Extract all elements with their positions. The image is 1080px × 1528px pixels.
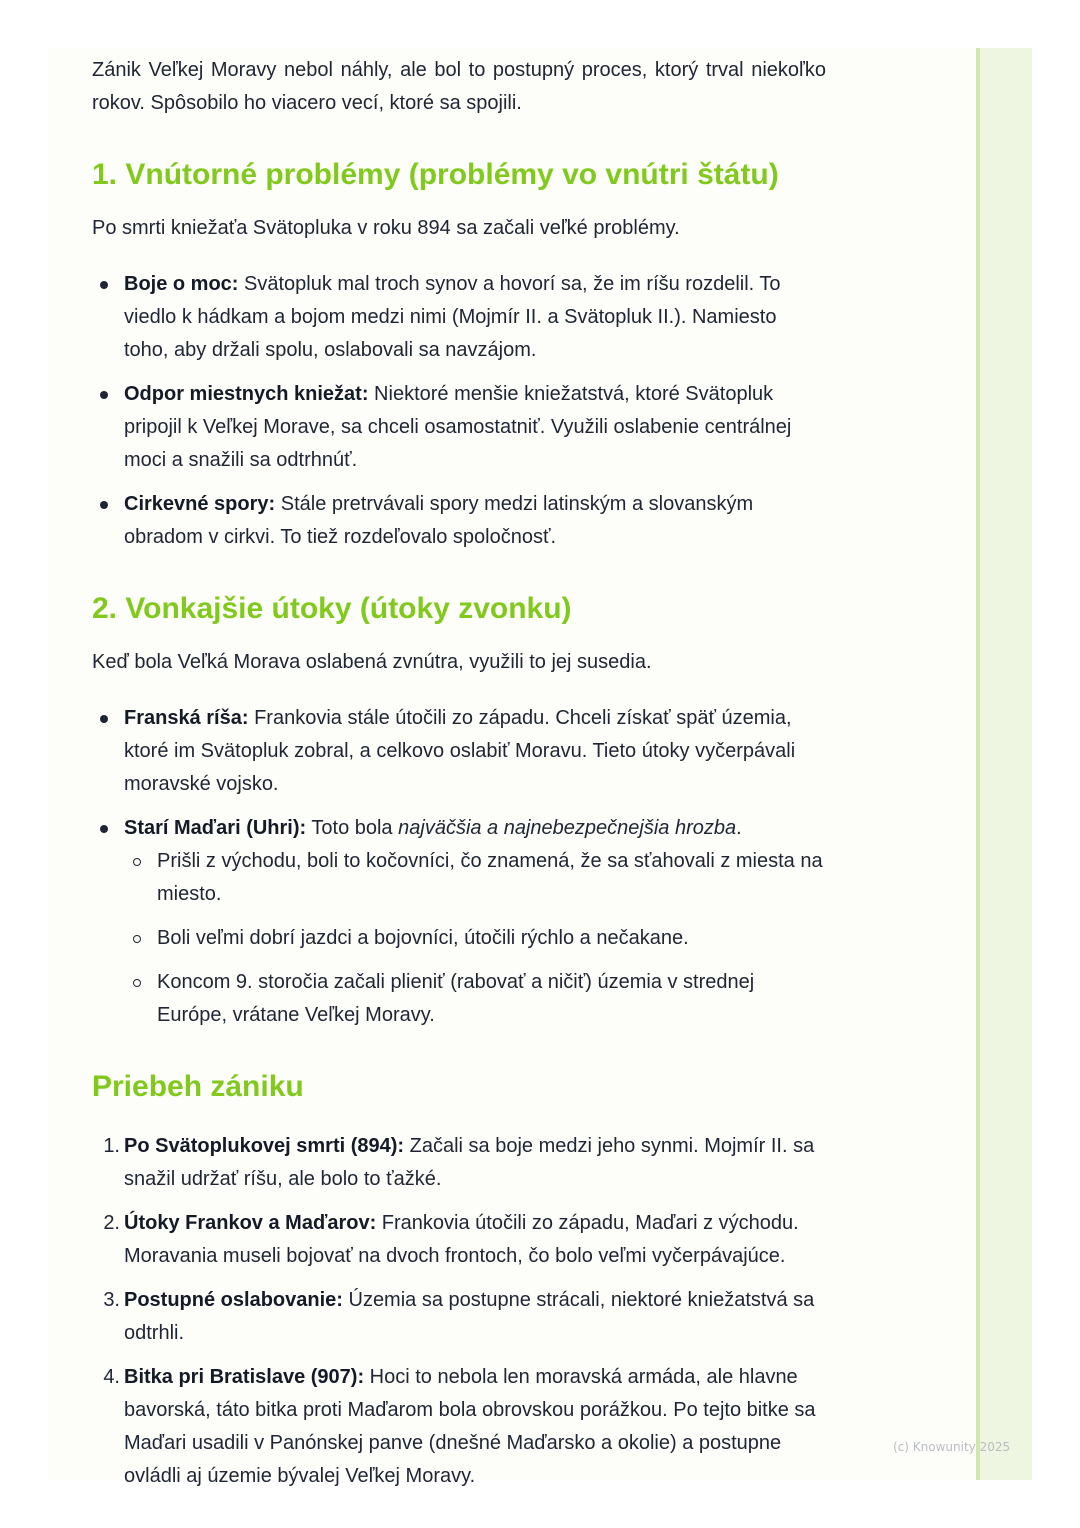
bullet-icon	[100, 825, 108, 833]
list-item	[92, 812, 826, 1032]
right-margin-strip	[976, 48, 1032, 1480]
item-text: Niektoré menšie kniežatstvá, ktoré Svätopluk pripojil k Veľkej Morave, sa chceli osamostatniť. Využili oslabenie centrálnej moci a snažili sa odtrhnúť.	[124, 383, 792, 471]
circle-bullet-icon	[133, 858, 141, 866]
bullet-icon	[100, 501, 108, 509]
bullet-icon	[100, 715, 108, 723]
item-text: Stále pretrvávali spory medzi latinským a slovanským obradom v cirkvi. To tiež rozdeľovalo spoločnosť.	[124, 493, 754, 548]
course-of-fall-list	[92, 1130, 826, 1493]
item-number: 1.	[103, 1135, 120, 1157]
item-text: Hoci to nebola len moravská armáda, ale hlavne bavorská, táto bitka proti Maďarom bola obrovskou porážkou. Po tejto bitke sa Maďari usadili v Panónskej panve (dnešné Maďarsko a okolie) a postupne ovládli aj územie bývalej Veľkej Moravy.	[124, 1366, 816, 1487]
item-term: Odpor miestnych kniežat:	[124, 383, 369, 405]
circle-bullet-icon	[133, 935, 141, 943]
copyright-watermark: (c) Knowunity 2025	[893, 1440, 1011, 1454]
item-term: Boje o moc:	[124, 273, 239, 295]
circle-bullet-icon	[133, 979, 141, 987]
item-term: Franská ríša:	[124, 707, 249, 729]
internal-problems-list	[92, 268, 826, 554]
list-item	[92, 268, 826, 367]
numbered-item	[92, 1361, 826, 1493]
sublist-item	[124, 966, 826, 1032]
sublist-item-text: Koncom 9. storočia začali plieniť (rabovať a ničiť) územia v strednej Európe, vrátane Veľkej Moravy.	[157, 971, 755, 1026]
item-text: Územia sa postupne strácali, niektoré kniežatstvá sa odtrhli.	[124, 1289, 815, 1344]
numbered-item	[92, 1130, 826, 1196]
item-number: 2.	[103, 1212, 120, 1234]
item-text: Svätopluk mal troch synov a hovorí sa, že im ríšu rozdelil. To viedlo k hádkam a bojom medzi nimi (Mojmír II. a Svätopluk II.). Namiesto toho, aby držali spolu, oslabovali sa navzájom.	[124, 273, 781, 361]
item-emphasis: najväčšia a najnebezpečnejšia hrozba	[398, 817, 737, 839]
numbered-item	[92, 1207, 826, 1273]
item-text-end: .	[736, 817, 742, 839]
bullet-icon	[100, 391, 108, 399]
list-item	[92, 378, 826, 477]
bullet-icon	[100, 281, 108, 289]
numbered-item	[92, 1284, 826, 1350]
sublist-item	[124, 922, 826, 955]
section-lead: Po smrti kniežaťa Svätopluka v roku 894 sa začali veľké problémy.	[92, 217, 680, 239]
sublist-item	[124, 845, 826, 911]
section-heading-course-of-fall: Priebeh zániku	[92, 1070, 304, 1103]
item-text: Frankovia stále útočili zo západu. Chceli získať späť územia, ktoré im Svätopluk zobral, a celkovo oslabiť Moravu. Tieto útoky vyčerpávali moravské vojsko.	[124, 707, 796, 795]
magyar-sublist	[124, 845, 826, 1032]
item-text: Frankovia útočili zo západu, Maďari z východu. Moravania museli bojovať na dvoch frontoch, čo bolo veľmi vyčerpávajúce.	[124, 1212, 799, 1267]
item-text: Začali sa boje medzi jeho synmi. Mojmír II. sa snažil udržať ríšu, ale bolo to ťažké.	[124, 1135, 815, 1190]
document-content	[92, 54, 826, 1504]
external-attacks-list	[92, 702, 826, 1032]
section-heading-external-attacks: 2. Vonkajšie útoky (útoky zvonku)	[92, 592, 572, 625]
item-number: 4.	[103, 1366, 120, 1388]
item-text: Toto bola	[306, 817, 399, 839]
item-term: Bitka pri Bratislave (907):	[124, 1366, 365, 1388]
item-term: Starí Maďari (Uhri):	[124, 817, 307, 839]
section-lead: Keď bola Veľká Morava oslabená zvnútra, využili to jej susedia.	[92, 651, 652, 673]
sublist-item-text: Boli veľmi dobrí jazdci a bojovníci, útočili rýchlo a nečakane.	[157, 927, 689, 949]
sublist-item-text: Prišli z východu, boli to kočovníci, čo znamená, že sa sťahovali z miesta na miesto.	[157, 850, 823, 905]
item-term: Útoky Frankov a Maďarov:	[124, 1212, 377, 1234]
section-heading-internal-problems: 1. Vnútorné problémy (problémy vo vnútri štátu)	[92, 158, 779, 191]
list-item	[92, 702, 826, 801]
item-term: Po Svätoplukovej smrti (894):	[124, 1135, 405, 1157]
item-number: 3.	[103, 1289, 120, 1311]
intro-paragraph: Zánik Veľkej Moravy nebol náhly, ale bol to postupný proces, ktorý trval niekoľko rokov. Spôsobilo ho viacero vecí, ktoré sa spojili.	[92, 59, 826, 114]
item-term: Postupné oslabovanie:	[124, 1289, 343, 1311]
list-item	[92, 488, 826, 554]
item-term: Cirkevné spory:	[124, 493, 276, 515]
